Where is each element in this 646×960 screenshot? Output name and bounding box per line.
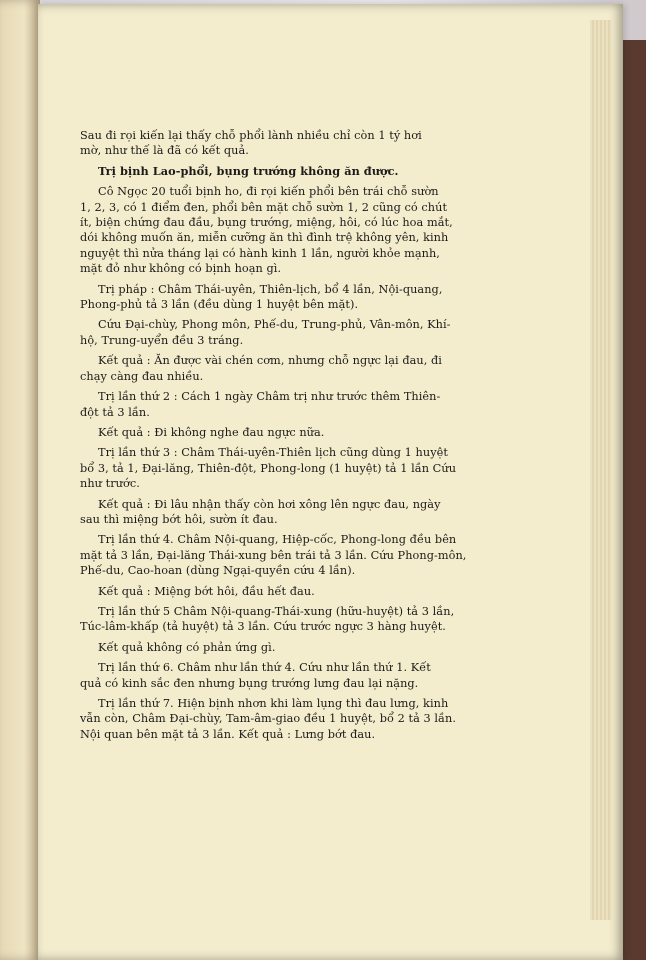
text-line: Phế-du, Cao-hoan (dùng Ngại-quyền cứu 4 lần). — [80, 564, 356, 578]
text-line: bổ 3, tả 1, Đại-lăng, Thiên-đột, Phong-long (1 huyệt) tả 1 lần Cứu — [80, 461, 457, 475]
text-line: Cô Ngọc 20 tuổi bịnh ho, đi rọi kiến phổi bên trái chỗ sườn — [98, 185, 439, 199]
page-stack-edge — [590, 20, 612, 920]
text-line: dói không muốn ăn, miễn cưỡng ăn thì đình trệ không yên, kinh — [80, 231, 449, 245]
text-line: Trị lần thứ 3 : Châm Thái-uyên-Thiên lịch cũng dùng 1 huyệt — [98, 446, 448, 460]
text-line: nguyệt thì nửa tháng lại có hành kinh 1 lần, người khỏe mạnh, — [80, 246, 440, 260]
text-line: Kết quả : Đi không nghe đau ngực nữa. — [98, 425, 325, 439]
text-line: Kết quả : Đi lâu nhận thấy còn hơi xông lên ngực đau, ngày — [98, 497, 441, 511]
text-line: Trị lần thứ 2 : Cách 1 ngày Châm trị như trước thêm Thiên- — [98, 390, 441, 404]
text-line: mặt đỏ như không có bịnh hoạn gì. — [80, 262, 282, 276]
text-line: vẫn còn, Châm Đại-chùy, Tam-âm-giao đều 1 huyệt, bổ 2 tả 3 lần. — [80, 712, 456, 726]
section-heading: Trị bịnh Lao-phổi, bụng trướng không ăn được. — [98, 163, 399, 178]
text-line: Nội quan bên mặt tả 3 lần. Kết quả : Lưng bớt đau. — [80, 727, 376, 741]
text-line: hộ, Trung-uyển đều 3 tráng. — [80, 333, 244, 347]
text-line: Kết quả : Miệng bớt hôi, đầu hết đau. — [98, 584, 315, 598]
text-line: Kết quả : Ăn được vài chén cơm, nhưng chỗ ngực lại đau, đi — [98, 354, 442, 368]
text-line: quả có kinh sắc đen nhưng bụng trướng lưng đau lại nặng. — [80, 676, 419, 690]
text-line: Cứu Đại-chùy, Phong môn, Phế-du, Trung-phủ, Vân-môn, Khí- — [98, 318, 451, 332]
text-line: Trị lần thứ 7. Hiện bịnh nhơn khi làm lụng thì đau lưng, kinh — [98, 697, 449, 710]
text-line: Sau đi rọi kiến lại thấy chỗ phổi lành nhiều chỉ còn 1 tý hơi — [80, 129, 422, 142]
text-line: Phong-phủ tả 3 lần (đều dùng 1 huyệt bên mặt). — [80, 298, 359, 312]
text-line: như trước. — [80, 477, 140, 491]
text-line: 1, 2, 3, có 1 điểm đen, phổi bên mặt chỗ sườn 1, 2 cũng có chút — [80, 200, 448, 214]
text-line: ít, biện chứng đau đầu, bụng trướng, miệng, hôi, có lúc hoa mắt, — [80, 216, 453, 230]
text-line: Túc-lâm-khấp (tả huyệt) tả 3 lần. Cứu trước ngực 3 hàng huyệt. — [80, 620, 446, 634]
text-line: sau thì miệng bớt hôi, sườn ít đau. — [80, 512, 278, 526]
text-line: Kết quả không có phản ứng gì. — [98, 640, 276, 654]
text-line: mờ, như thế là đã có kết quả. — [80, 144, 249, 158]
text-line: Trị pháp : Châm Thái-uyên, Thiên-lịch, bổ 4 lần, Nội-quang, — [98, 282, 443, 296]
text-line: mặt tả 3 lần, Đại-lăng Thái-xung bên trái tả 3 lần. Cứu Phong-môn, — [80, 548, 467, 562]
text-line: Trị lần thứ 4. Châm Nội-quang, Hiệp-cốc, Phong-long đều bên — [98, 533, 457, 547]
text-line: chạy càng đau nhiều. — [80, 369, 204, 383]
text-line: Trị lần thứ 5 Châm Nội-quang-Thái-xung (hữu-huyệt) tả 3 lần, — [98, 604, 455, 618]
left-page-edge — [0, 0, 40, 960]
text-line: đột tả 3 lần. — [80, 405, 150, 419]
page-text — [80, 128, 525, 742]
text-line: Trị lần thứ 6. Châm như lần thứ 4. Cứu như lần thứ 1. Kết — [98, 661, 431, 675]
